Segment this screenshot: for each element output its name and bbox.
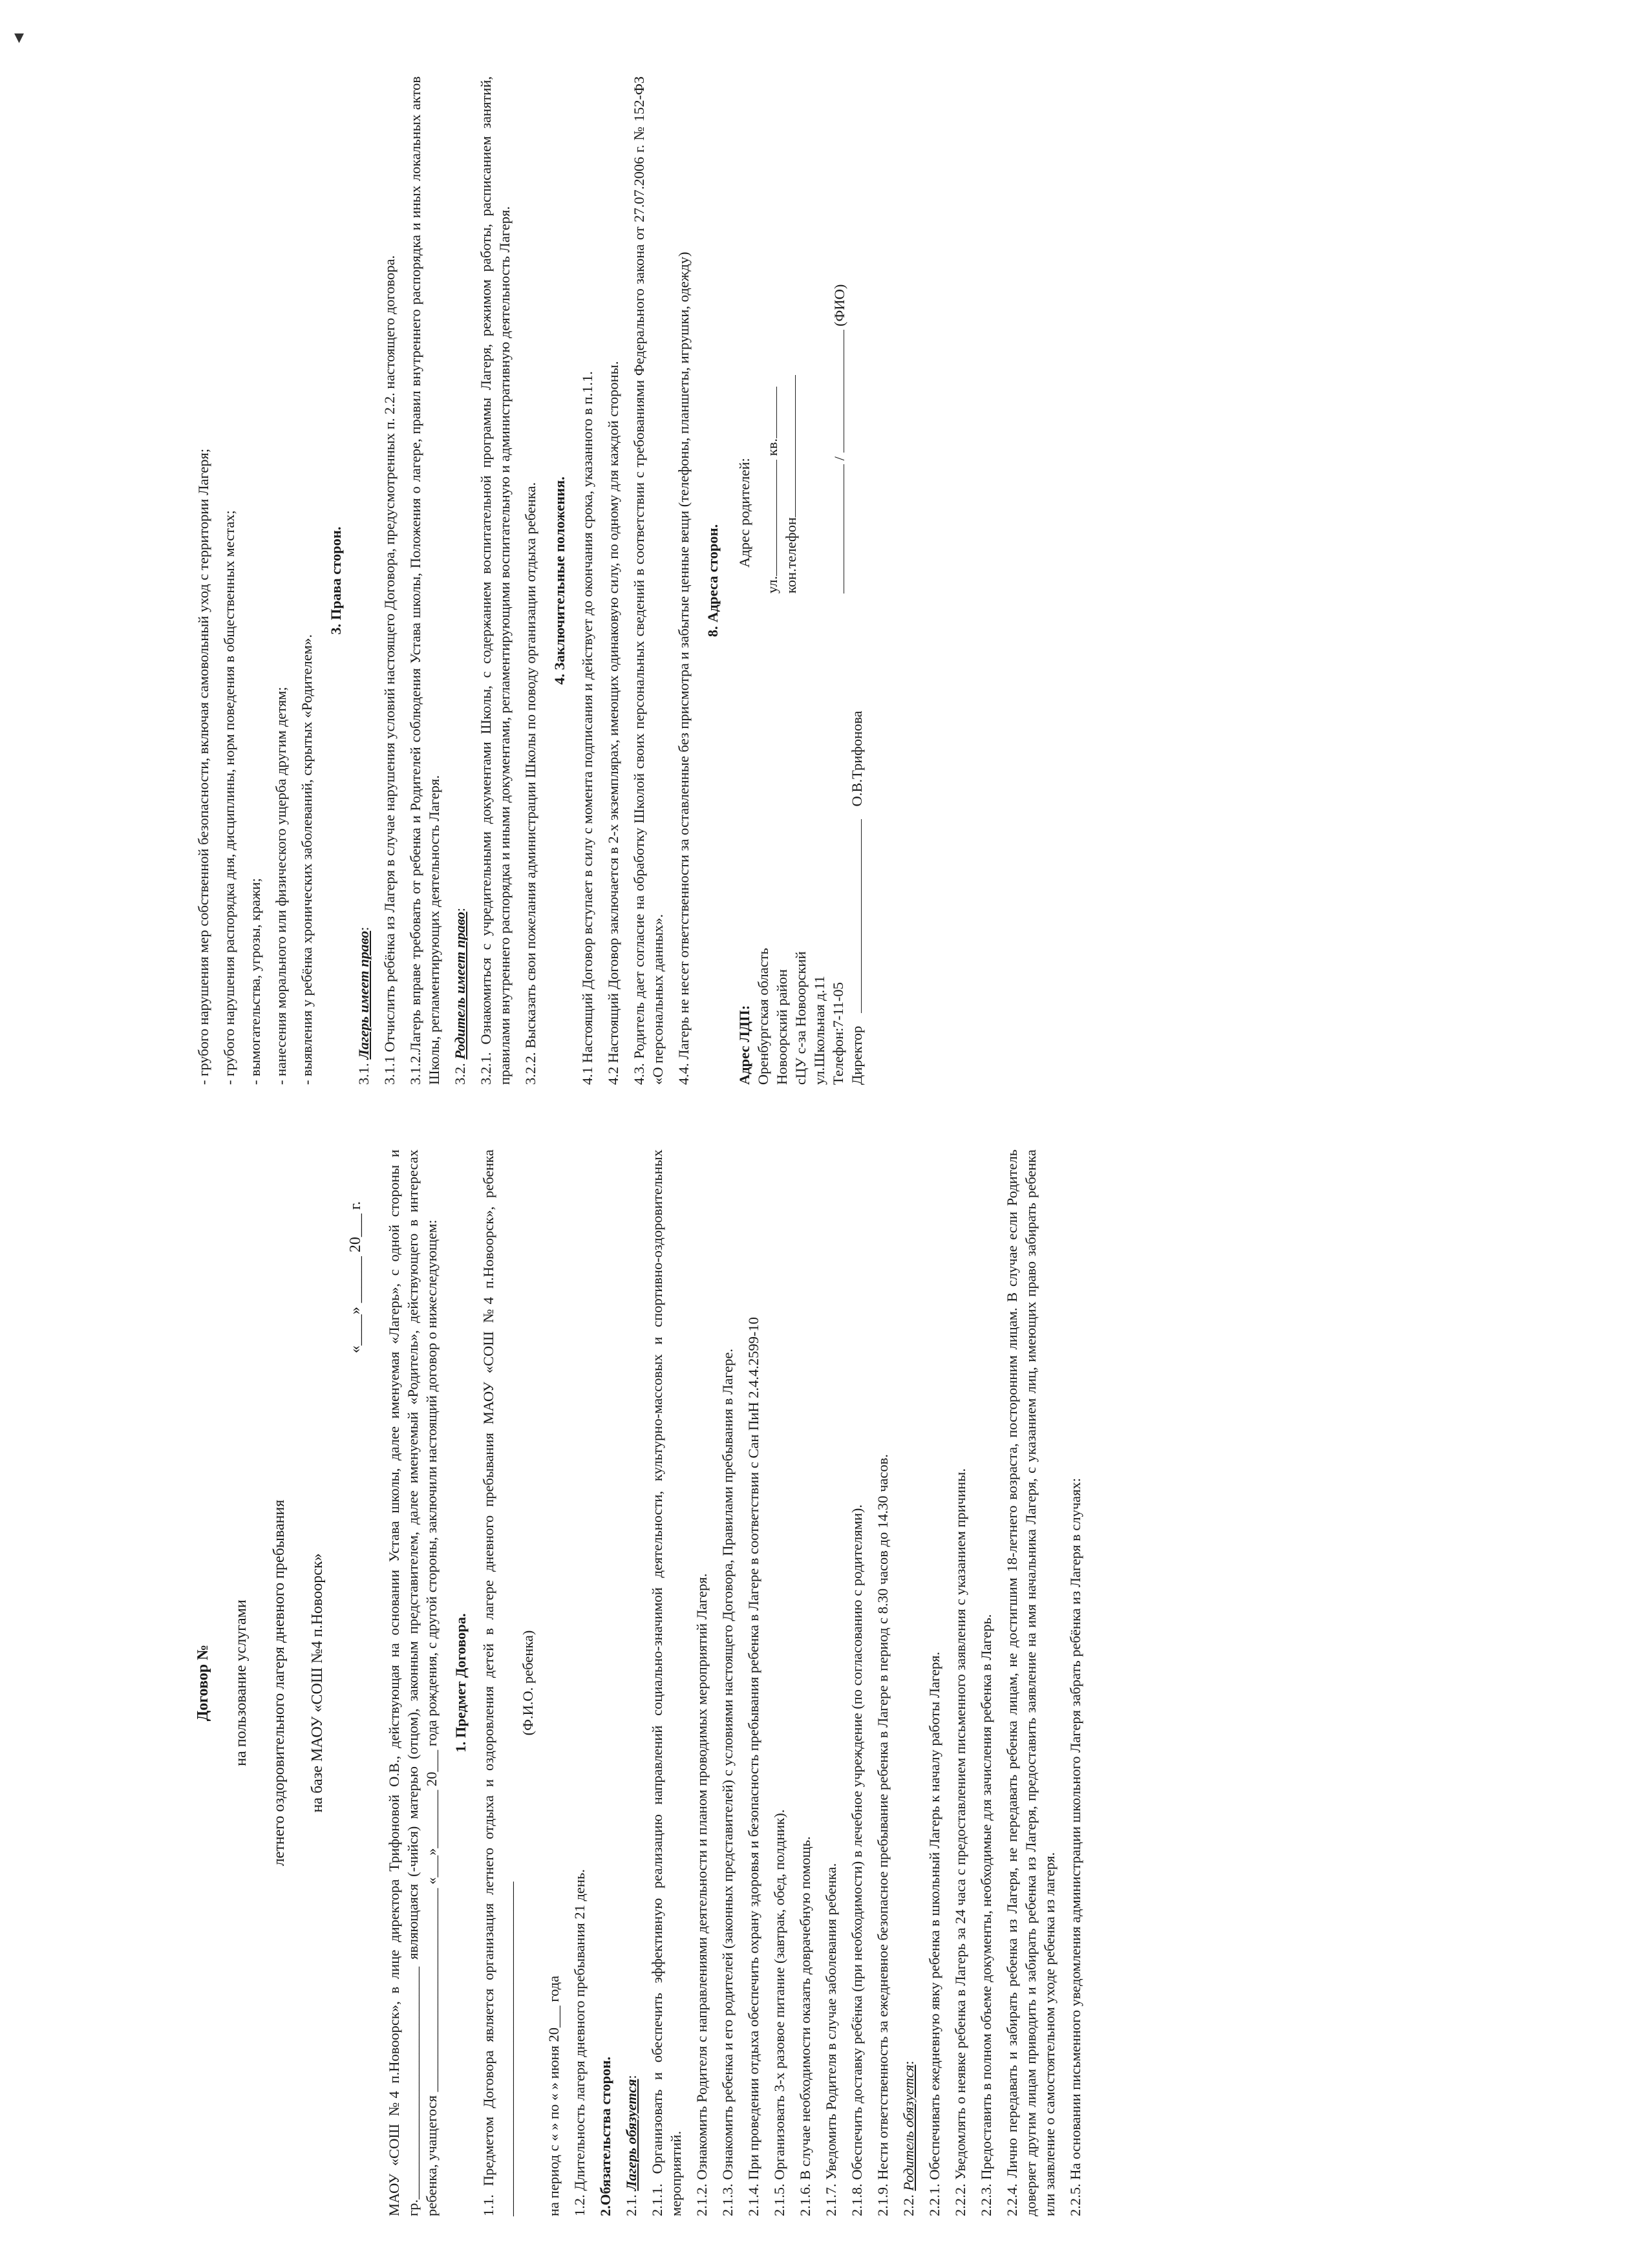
parent-obliged-label: Родитель обязуется xyxy=(900,2064,917,2191)
camp-address-line: Телефон:7-11-05 xyxy=(830,982,846,1085)
addresses-block xyxy=(735,76,866,1085)
item-2-1-8: 2.1.8. Обеспечить доставку ребёнка (при необходимости) в лечебное учреждение (по согласованию с родителями). xyxy=(849,1504,865,2216)
bullet-5: - выявления у ребёнка хронических заболеваний, скрытых «Родителем». xyxy=(299,634,315,1085)
child-fio-caption: (Ф.И.О. ребенка) xyxy=(520,1630,536,1736)
director-signature-line xyxy=(861,819,862,1013)
camp-obliged-label: Лагерь обязуется xyxy=(623,2079,639,2191)
item-2-1-7: 2.1.7. Уведомить Родителя в случае заболевания ребенка. xyxy=(823,1863,839,2216)
left-column xyxy=(194,1150,1092,2216)
item-2-1-1: 2.1.1. Организовать и обеспечить эффективную реализацию направлений социально-значимой деятельности, культурно-массовых и спортивно-оздоровительных мероприятий. xyxy=(649,1150,684,2216)
item-4-1: 4.1 Настоящий Договор вступает в силу с момента подписания и действует до окончания срока, указанного в п.1.1. xyxy=(579,371,595,1085)
item-2-1-4: 2.1.4. При проведении отдыха обеспечить охрану здоровья и безопасность пребывания ребенка в Лагере в соответствии с Сан ПиН 2.4.4.2599-10 xyxy=(745,1317,761,2216)
item-2-1-6: 2.1.6. В случае необходимости оказать доврачебную помощь. xyxy=(797,1836,813,2216)
street-label: ул. xyxy=(764,575,780,594)
bullet-2: - грубого нарушения распорядка дня, дисциплины, норм поведения в общественных местах; xyxy=(221,510,237,1085)
item-1-2: 1.2. Длительность лагеря дневного пребывания 21 день. xyxy=(571,1869,588,2216)
item-2-2-5: 2.2.5. На основании письменного уведомления администрации школьного Лагеря забрать ребёнка из Лагеря в случаях: xyxy=(1067,1478,1083,2216)
camp-address xyxy=(735,594,866,1085)
phone-line xyxy=(782,76,800,594)
item-2-2-3: 2.2.3. Предоставить в полном объеме документы, необходимые для зачисления ребенка в Лагерь. xyxy=(978,1614,994,2216)
document-header xyxy=(194,1150,365,2216)
street-line xyxy=(763,76,782,594)
item-2-1-9: 2.1.9. Нести ответственность за ежедневное безопасное пребывание ребенка в Лагере в период с 8.30 часов до 14.30 часов. xyxy=(875,1454,891,2216)
bullet-1: - грубого нарушения мер собственной безопасности, включая самовольный уход с территории Лагеря; xyxy=(195,448,211,1085)
item-4-2: 4.2 Настоящий Договор заключается в 2-х экземплярах, имеющих одинаковую силу, по одному для каждой стороны. xyxy=(605,361,621,1085)
camp-address-title: Адрес ЛДП: xyxy=(736,1005,752,1085)
intro-paragraph: МАОУ «СОШ №4 п.Новоорск», в лице директора Трифоновой О.В., действующая на основании Устава школы, далее именуемая «Лагерь», с одной стороны и гр.________________________________ являющаяся (-чийся) матерью (отцом), законным представителем, далее именуемый «Родитель», действующего в интересах ребенка, учащегося ____________________________ «___»________ 20___ года рождения, с другой стороны, заключили настоящий договор о нижеследующем: xyxy=(386,1150,440,2216)
right-column xyxy=(194,76,866,1085)
bullet-3: - вымогательства, угрозы, кражи; xyxy=(247,878,263,1085)
apartment-field xyxy=(776,387,777,438)
subsection-3-2: 3.2. Родитель имеет право: xyxy=(452,907,468,1085)
scan-speck: ▾ xyxy=(14,27,25,48)
section-1-title: 1. Предмет Договора. xyxy=(452,1613,469,1753)
item-3-1-1: 3.1.1 Отчислить ребёнка из Лагеря в случае нарушения условий настоящего Договора, предусмотренных п. 2.2. настоящего договора. xyxy=(381,255,398,1085)
bullet-4: - нанесения морального или физического ущерба другим детям; xyxy=(273,687,289,1085)
camp-address-line: Оренбургская область xyxy=(755,948,771,1085)
director-line xyxy=(847,594,866,1085)
header-line-3: на базе МАОУ «СОШ №4 п.Новоорск» xyxy=(309,1553,326,1813)
item-1-1: 1.1. Предметом Договора является организация летнего отдыха и оздоровления детей в лагере дневного пребывания МАОУ «СОШ №4 п.Новоорск», ребенка ______________________________________________ xyxy=(480,1150,515,2216)
parent-address xyxy=(735,76,866,594)
camp-address-line: сЦУ с-за Новоорский xyxy=(793,951,809,1085)
item-2-1-3: 2.1.3. Ознакомить ребенка и его родителей (законных представителей) с условиями настоящего Договора, Правилами пребывания в Лагере. xyxy=(719,1348,736,2216)
item-2-2-1: 2.2.1. Обеспечивать ежедневную явку ребенка в школьный Лагерь к началу работы Лагеря. xyxy=(926,1651,942,2216)
section-3-title: 3. Права сторон. xyxy=(328,526,344,635)
section-4-title: 4. Заключительные положения. xyxy=(551,476,568,685)
item-4-3: 4.3. Родитель дает согласие на обработку Школой своих персональных сведений в соответствии с требованиями Федерального закона от 27.07.2006 г. № 152-ФЗ «О персональных данных». xyxy=(631,76,666,1085)
contract-date: «____» ______ 20___ г. xyxy=(347,1201,364,1354)
item-4-4: 4.4. Лагерь не несет ответственности за оставленные без присмотра и забытые ценные вещи (телефоны, планшеты, игрушки, одежду) xyxy=(676,251,692,1085)
item-2-1-2: 2.1.2. Ознакомить Родителя с направлениями деятельности и планом проводимых мероприятий Лагеря. xyxy=(694,1573,710,2216)
director-name: О.В.Трифонова xyxy=(849,711,865,807)
period-line: на период с « » по « » июня 20___ года xyxy=(546,1975,562,2216)
subsection-3-1: 3.1. Лагерь имеет право: xyxy=(356,926,372,1085)
street-field xyxy=(776,460,777,576)
item-3-2-2: 3.2.2. Высказать свои пожелания администрации Школы по поводу организации отдыха ребенка. xyxy=(522,482,538,1085)
parent-signature-line: / (ФИО) xyxy=(830,76,849,594)
camp-address-line: Новоорский район xyxy=(774,969,790,1085)
apartment-label: кв. xyxy=(764,438,780,456)
camp-address-line: ул.Школьная д.11 xyxy=(811,976,827,1085)
item-2-2-2: 2.2.2. Уведомлять о неявке ребенка в Лагерь за 24 часа с предоставлением письменного заявления с указанием причины. xyxy=(952,1468,968,2216)
item-3-2-1: 3.2.1. Ознакомиться с учредительными документами Школы, с содержанием воспитательной программы Лагеря, режимом работы, расписанием занятий, правилами внутреннего распорядка и иными документами, регламентирующими воспитательную и административную деятельность Лагеря. xyxy=(478,76,513,1085)
contract-title: Договор № xyxy=(195,1644,211,1722)
phone-field xyxy=(795,375,796,517)
header-line-2: летнего оздоровительного лагеря дневного пребывания xyxy=(271,1499,288,1867)
section-8-title: 8. Адреса сторон. xyxy=(705,524,721,637)
director-label: Директор xyxy=(849,1025,865,1085)
subsection-2-2: 2.2. Родитель обязуется: xyxy=(900,2060,917,2216)
item-3-1-2: 3.1.2.Лагерь вправе требовать от ребенка и Родителей соблюдения Устава школы, Положения о лагере, правил внутреннего распорядка и иных локальных актов Школы, регламентирующих деятельность Лагеря. xyxy=(407,76,442,1085)
parent-rights-label: Родитель имеет право xyxy=(452,912,468,1060)
item-2-1-5: 2.1.5. Организовать 3-х разовое питание (завтрак, обед, полдник). xyxy=(771,1809,787,2216)
fio-label: (ФИО) xyxy=(831,284,847,326)
section-2-title: 2.Обязательства сторон. xyxy=(597,2057,613,2216)
header-line-1: на пользование услугами xyxy=(233,1599,250,1766)
subsection-2-1: 2.1. Лагерь обязуется: xyxy=(623,2075,639,2216)
item-2-2-4: 2.2.4. Лично передавать и забирать ребенка из Лагеря, не передавать ребенка лицам, не достигшим 18-летнего возраста, посторонним лицам. В случае если Родитель доверяет другим лицам приводить и забирать ребенка из Лагеря, предоставить заявление на имя начальника Лагеря, с указанием лиц, имеющих право забирать ребенка или заявление о самостоятельном уходе ребенка из лагеря. xyxy=(1004,1150,1058,2216)
phone-label: кон.телефон xyxy=(783,517,799,594)
camp-rights-label: Лагерь имеет право xyxy=(356,930,372,1060)
parent-address-title: Адрес родителей: xyxy=(736,458,752,568)
